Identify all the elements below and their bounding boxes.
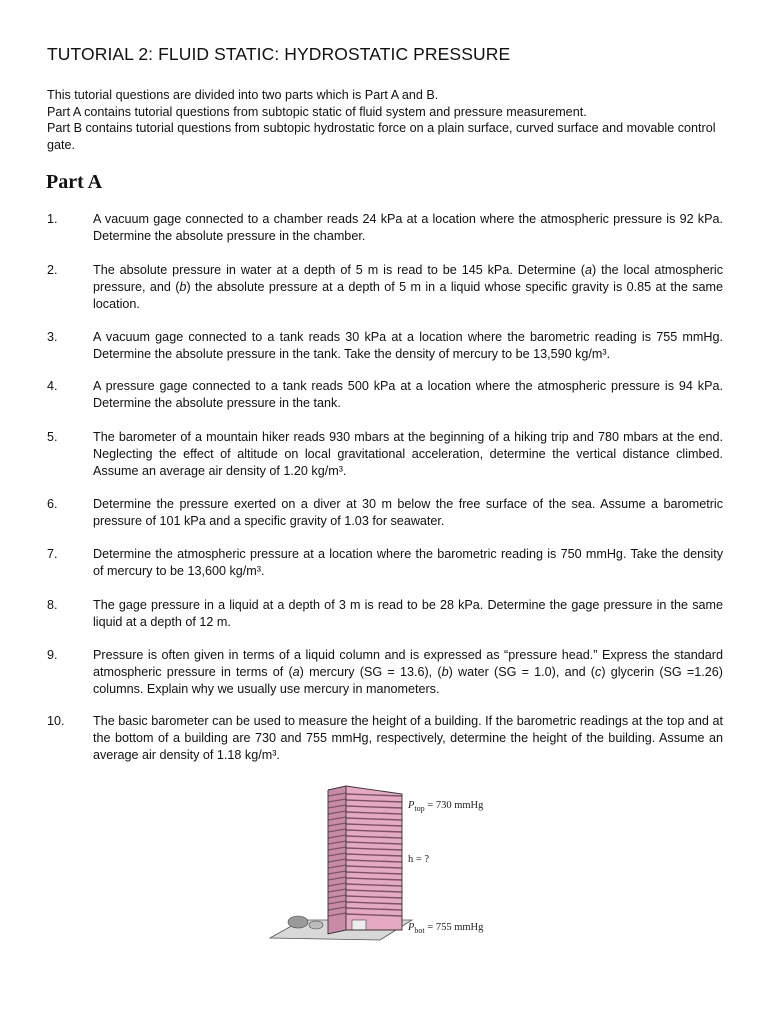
question-item [47,262,723,312]
question-item [47,496,723,530]
part-a-heading: Part A [46,171,103,193]
building-figure [262,780,512,950]
intro-paragraph [47,87,723,153]
question-number: 9. [47,648,58,662]
p-top-label: $P_{top} = 730$ mmHg [408,800,484,814]
question-number: 1. [47,212,58,226]
question-text: The basic barometer can be used to measure the height of a building. If the barometric readings at the top and at the bottom of a building are 730 and 755 mmHg, respectively, determine the height of the building. Assume an average air density of 1.18 kg/m³. [93,714,723,762]
question-number: 6. [47,497,58,511]
p-bot-label: $P_{bot} = 755$ mmHg [408,922,484,936]
question-item [47,647,723,697]
question-text: Pressure is often given in terms of a liquid column and is expressed as “pressure head.” Express the standard atmospheric pressure in terms of (a) mercury (SG = 13.6), (b) water (SG = 1.0), and (c) glycerin (SG =1.26) columns. Explain why we usually use mercury in manometers. [93,648,723,696]
question-number: 4. [47,379,58,393]
question-number: 2. [47,263,58,277]
question-item [47,597,723,631]
question-text: The gage pressure in a liquid at a depth of 3 m is read to be 28 kPa. Determine the gage pressure in the same liquid at a depth of 12 m. [93,598,723,629]
question-item [47,329,723,363]
question-number: 3. [47,330,58,344]
question-text: A vacuum gage connected to a tank reads 30 kPa at a location where the barometric reading is 755 mmHg. Determine the absolute pressure in the tank. Take the density of mercury to be 13,590 kg/m³. [93,330,723,361]
page-title: TUTORIAL 2: FLUID STATIC: HYDROSTATIC PRESSURE [47,44,511,64]
intro-line: This tutorial questions are divided into two parts which is Part A and B. [47,88,439,102]
intro-line: Part A contains tutorial questions from subtopic static of fluid system and pressure measurement. [47,104,587,119]
height-label: h = ? [408,854,430,865]
question-text: The absolute pressure in water at a depth of 5 m is read to be 145 kPa. Determine (a) the local atmospheric pressure, and (b) the absolute pressure at a depth of 5 m in a liquid whose specific gravity is 0.85 at the same location. [93,263,723,311]
question-item [47,211,723,245]
question-item [47,429,723,479]
question-text: Determine the atmospheric pressure at a location where the barometric reading is 750 mmHg. Take the density of mercury to be 13,600 kg/m³. [93,547,723,578]
question-number: 5. [47,430,58,444]
question-text: The barometer of a mountain hiker reads 930 mbars at the beginning of a hiking trip and 780 mbars at the end. Neglecting the effect of altitude on local gravitational acceleration, determine the vertical distance climbed. Assume an average air density of 1.20 kg/m³. [93,430,723,478]
question-number: 8. [47,598,58,612]
question-number: 7. [47,547,58,561]
question-item [47,546,723,580]
question-text: A vacuum gage connected to a chamber reads 24 kPa at a location where the atmospheric pressure is 92 kPa. Determine the absolute pressure in the chamber. [93,212,723,243]
intro-line: Part B contains tutorial questions from subtopic hydrostatic force on a plain surface, curved surface and movable control gate. [47,121,716,152]
question-number: 10. [47,714,65,728]
question-text: Determine the pressure exerted on a diver at 30 m below the free surface of the sea. Assume a barometric pressure of 101 kPa and a specific gravity of 1.03 for seawater. [93,497,723,528]
question-text: A pressure gage connected to a tank reads 500 kPa at a location where the atmospheric pressure is 94 kPa. Determine the absolute pressure in the tank. [93,379,723,410]
question-item [47,713,723,763]
question-item [47,378,723,412]
